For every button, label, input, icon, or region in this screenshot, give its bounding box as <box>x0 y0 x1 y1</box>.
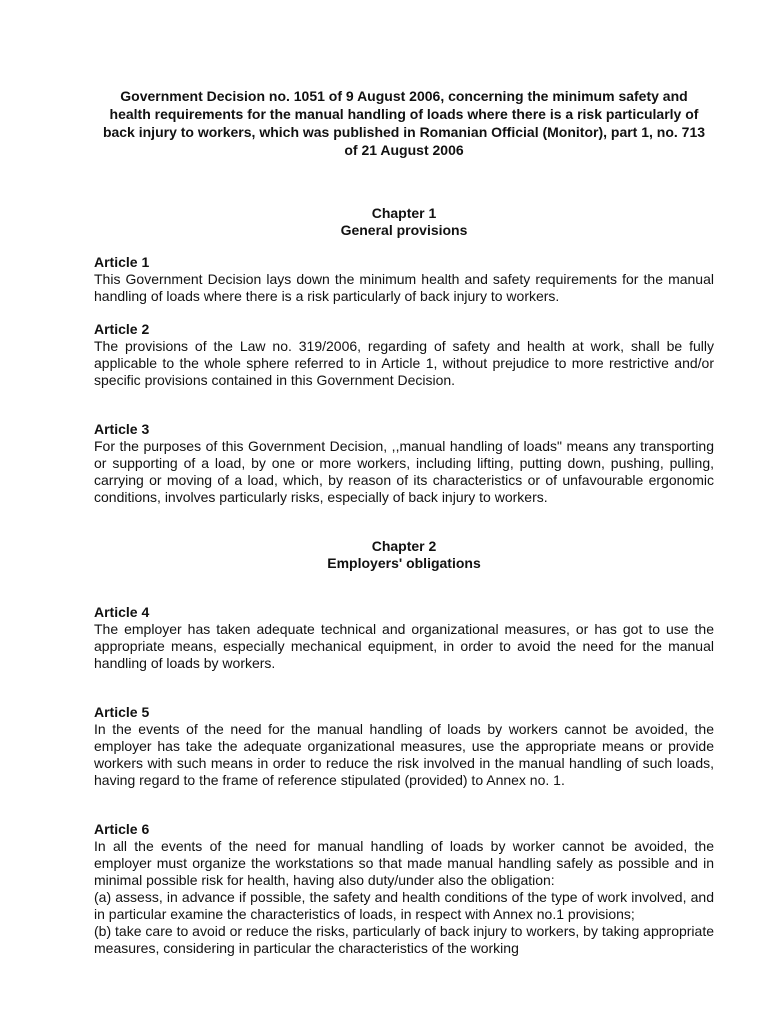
article-heading: Article 3 <box>94 421 150 437</box>
article-2 <box>94 321 714 389</box>
chapter-2-heading <box>94 538 714 572</box>
article-3 <box>94 421 714 506</box>
article-1 <box>94 254 714 305</box>
article-body: The employer has taken adequate technical and organizational measures, or has got to use the appropriate means, especially mechanical equipment, in order to avoid the need for the manual handling of loads by workers. <box>94 621 714 671</box>
chapter-title: General provisions <box>340 222 468 238</box>
document-title: Government Decision no. 1051 of 9 August 2006, concerning the minimum safety and health requirements for the manual handling of loads where there is a risk particularly of back injury to workers, which was published in Romanian Official (Monitor), part 1, no. 713 of 21 August 2006 <box>102 88 706 158</box>
article-5 <box>94 704 714 789</box>
article-heading: Article 5 <box>94 704 150 720</box>
article-paragraph: (b) take care to avoid or reduce the risks, particularly of back injury to workers, by taking appropriate measures, considering in particular the characteristics of the working <box>94 923 714 956</box>
article-paragraph: (a) assess, in advance if possible, the safety and health conditions of the type of work involved, and in particular examine the characteristics of loads, in respect with Annex no.1 provisions; <box>94 889 714 922</box>
article-heading: Article 1 <box>94 254 150 270</box>
article-body: The provisions of the Law no. 319/2006, regarding of safety and health at work, shall be fully applicable to the whole sphere referred to in Article 1, without prejudice to more restrictive and/or specific provisions contained in this Government Decision. <box>94 338 714 388</box>
article-6 <box>94 821 714 957</box>
article-4 <box>94 604 714 672</box>
article-body: In the events of the need for the manual handling of loads by workers cannot be avoided, the employer has take the adequate organizational measures, use the appropriate means or provide workers with such means in order to reduce the risk involved in the manual handling of such loads, having regard to the frame of reference stipulated (provided) to Annex no. 1. <box>94 721 714 788</box>
article-body <box>94 838 714 957</box>
article-body: This Government Decision lays down the minimum health and safety requirements for the manual handling of loads where there is a risk particularly of back injury to workers. <box>94 271 714 304</box>
chapter-label: Chapter 1 <box>371 205 437 221</box>
article-paragraph: In all the events of the need for manual handling of loads by worker cannot be avoided, the employer must organize the workstations so that made manual handling safely as possible and in minimal possible risk for health, having also duty/under also the obligation: <box>94 838 714 888</box>
article-heading: Article 2 <box>94 321 150 337</box>
chapter-1-heading <box>94 205 714 239</box>
article-heading: Article 4 <box>94 604 150 620</box>
article-body: For the purposes of this Government Decision, ,,manual handling of loads" means any transporting or supporting of a load, by one or more workers, including lifting, putting down, pushing, pulling, carrying or moving of a load, which, by reason of its characteristics or of unfavourable ergonomic conditions, involves particularly risks, especially of back injury to workers. <box>94 438 714 505</box>
chapter-title: Employers' obligations <box>327 555 481 571</box>
article-heading: Article 6 <box>94 821 150 837</box>
chapter-label: Chapter 2 <box>371 538 437 554</box>
